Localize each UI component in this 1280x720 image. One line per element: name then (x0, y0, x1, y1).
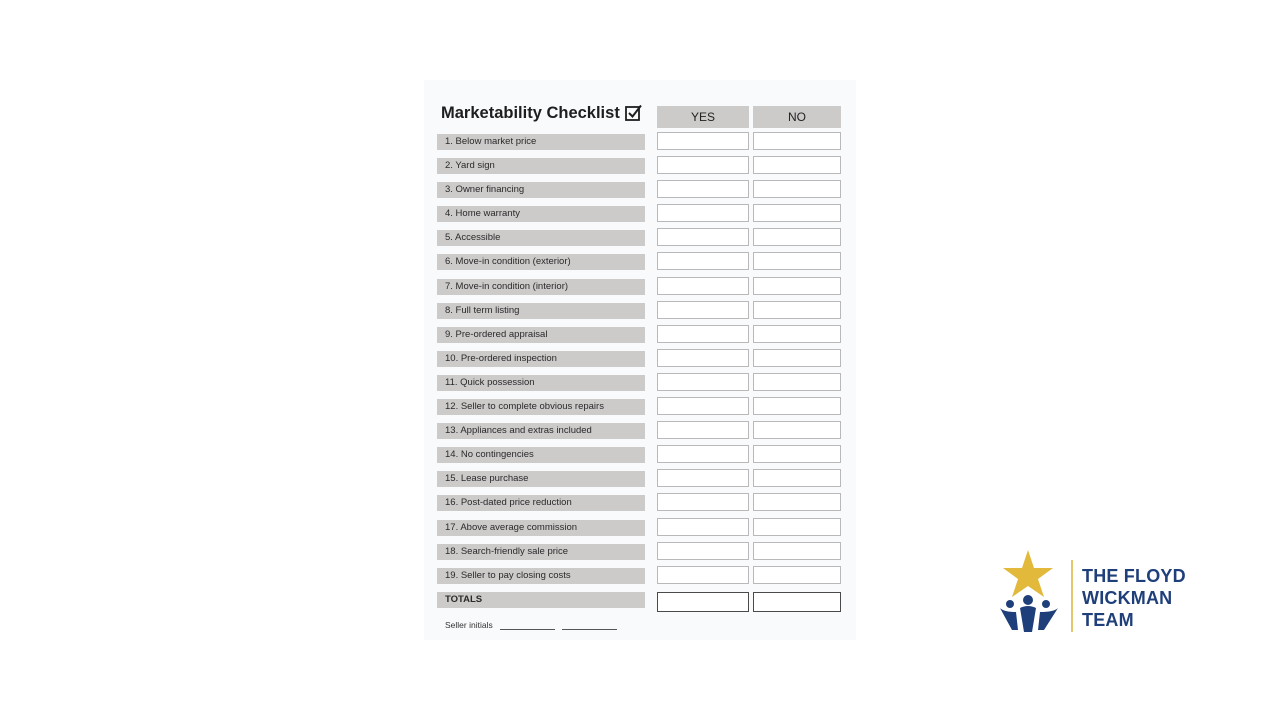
checklist-row (437, 399, 843, 423)
seller-initials (445, 620, 617, 630)
checklist-item-label: 7. Move-in condition (interior) (437, 279, 645, 295)
yes-checkbox[interactable] (657, 397, 749, 415)
checklist-row (437, 327, 843, 351)
yes-checkbox[interactable] (657, 518, 749, 536)
checklist-item-label: 19. Seller to pay closing costs (437, 568, 645, 584)
checklist-item-label: 9. Pre-ordered appraisal (437, 327, 645, 343)
checklist-item-label: 17. Above average commission (437, 520, 645, 536)
seller-initials-line-1[interactable] (500, 621, 555, 630)
no-checkbox[interactable] (753, 156, 841, 174)
checklist-row (437, 544, 843, 568)
no-checkbox[interactable] (753, 325, 841, 343)
checklist-row (437, 182, 843, 206)
yes-checkbox[interactable] (657, 445, 749, 463)
checklist-row (437, 520, 843, 544)
checklist-title-text: Marketability Checklist (441, 103, 620, 122)
yes-checkbox[interactable] (657, 301, 749, 319)
no-checkbox[interactable] (753, 445, 841, 463)
logo-text (1082, 565, 1186, 631)
yes-checkbox[interactable] (657, 132, 749, 150)
checklist-item-label: 15. Lease purchase (437, 471, 645, 487)
checklist-item-label: 13. Appliances and extras included (437, 423, 645, 439)
checklist-title (441, 103, 644, 123)
seller-initials-line-2[interactable] (562, 621, 617, 630)
checklist-row (437, 447, 843, 471)
checklist-item-label: 16. Post-dated price reduction (437, 495, 645, 511)
checklist-row (437, 254, 843, 278)
no-checkbox[interactable] (753, 397, 841, 415)
no-checkbox[interactable] (753, 566, 841, 584)
checklist-item-label: 11. Quick possession (437, 375, 645, 391)
checklist-row (437, 134, 843, 158)
no-checkbox[interactable] (753, 204, 841, 222)
logo-line-2: WICKMAN (1082, 588, 1173, 608)
star-people-icon (994, 548, 1064, 638)
checked-box-icon (624, 103, 644, 123)
yes-checkbox[interactable] (657, 204, 749, 222)
checklist-item-label: 1. Below market price (437, 134, 645, 150)
no-checkbox[interactable] (753, 542, 841, 560)
checklist-row (437, 279, 843, 303)
no-checkbox[interactable] (753, 469, 841, 487)
checklist-item-label: 3. Owner financing (437, 182, 645, 198)
checklist-row (437, 303, 843, 327)
totals-label: TOTALS (437, 592, 645, 608)
no-checkbox[interactable] (753, 373, 841, 391)
checklist-item-label: 14. No contingencies (437, 447, 645, 463)
logo-line-1: THE FLOYD (1082, 566, 1186, 586)
checklist-row (437, 351, 843, 375)
checklist-item-label: 6. Move-in condition (exterior) (437, 254, 645, 270)
checklist-item-label: 2. Yard sign (437, 158, 645, 174)
no-checkbox[interactable] (753, 518, 841, 536)
yes-checkbox[interactable] (657, 542, 749, 560)
no-checkbox[interactable] (753, 301, 841, 319)
checklist-rows (437, 134, 843, 616)
yes-checkbox[interactable] (657, 228, 749, 246)
checklist-sheet (424, 80, 856, 640)
yes-checkbox[interactable] (657, 566, 749, 584)
no-total-field[interactable] (753, 592, 841, 612)
checklist-item-label: 5. Accessible (437, 230, 645, 246)
yes-column-header: YES (657, 106, 749, 128)
checklist-row (437, 471, 843, 495)
checklist-row (437, 206, 843, 230)
checklist-item-label: 10. Pre-ordered inspection (437, 351, 645, 367)
no-checkbox[interactable] (753, 493, 841, 511)
no-checkbox[interactable] (753, 132, 841, 150)
checklist-row (437, 375, 843, 399)
checklist-item-label: 18. Search-friendly sale price (437, 544, 645, 560)
yes-checkbox[interactable] (657, 252, 749, 270)
yes-total-field[interactable] (657, 592, 749, 612)
yes-checkbox[interactable] (657, 469, 749, 487)
logo-divider (1071, 560, 1073, 632)
no-checkbox[interactable] (753, 228, 841, 246)
logo-line-3: TEAM (1082, 610, 1134, 630)
checklist-row (437, 230, 843, 254)
no-checkbox[interactable] (753, 252, 841, 270)
yes-checkbox[interactable] (657, 180, 749, 198)
yes-checkbox[interactable] (657, 156, 749, 174)
no-checkbox[interactable] (753, 421, 841, 439)
checklist-item-label: 12. Seller to complete obvious repairs (437, 399, 645, 415)
totals-row (437, 592, 843, 616)
yes-checkbox[interactable] (657, 373, 749, 391)
yes-checkbox[interactable] (657, 325, 749, 343)
checklist-row (437, 423, 843, 447)
no-checkbox[interactable] (753, 349, 841, 367)
checklist-item-label: 4. Home warranty (437, 206, 645, 222)
seller-initials-label: Seller initials (445, 620, 493, 630)
yes-checkbox[interactable] (657, 421, 749, 439)
yes-checkbox[interactable] (657, 493, 749, 511)
floyd-wickman-logo (994, 548, 1204, 638)
no-checkbox[interactable] (753, 180, 841, 198)
checklist-item-label: 8. Full term listing (437, 303, 645, 319)
yes-checkbox[interactable] (657, 277, 749, 295)
yes-checkbox[interactable] (657, 349, 749, 367)
no-column-header: NO (753, 106, 841, 128)
checklist-row (437, 158, 843, 182)
no-checkbox[interactable] (753, 277, 841, 295)
checklist-row (437, 495, 843, 519)
checklist-row (437, 568, 843, 592)
